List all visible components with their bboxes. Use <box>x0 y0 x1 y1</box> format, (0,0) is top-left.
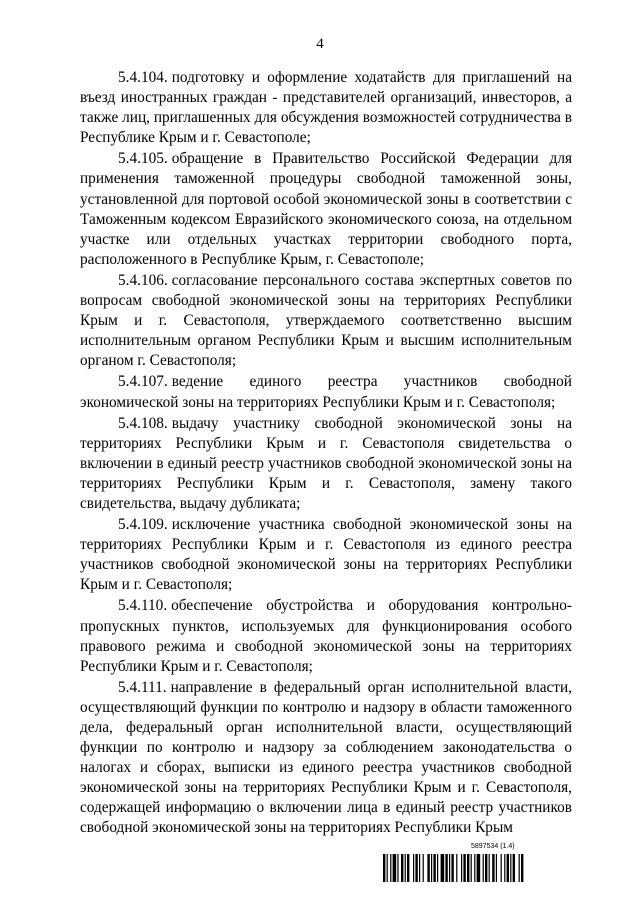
clause-text: исключение участника свободной экономической зоны на территориях Республики Крым и г. Севастополя из единого реестра участников свободной экономической зоны на территориях Республики Крым и г. Севастополя; <box>80 516 572 594</box>
barcode-bars <box>383 854 573 882</box>
paragraph-5-4-108 <box>80 414 572 514</box>
clause-text: ведение единого реестра участников свободной экономической зоны на территориях Республики Крым и г. Севастополя; <box>80 373 572 411</box>
clause-number: 5.4.109. <box>118 516 168 534</box>
clause-number: 5.4.105. <box>118 150 168 168</box>
clause-number: 5.4.111. <box>118 678 167 696</box>
paragraph-5-4-106 <box>80 271 572 371</box>
clause-number: 5.4.108. <box>118 414 168 432</box>
clause-text: обращение в Правительство Российской Федерации для применения таможенной процедуры свободной таможенной зоны, установленной для портовой особой экономической зоны в соответствии с Таможенным кодексом Евразийского экономического союза, на отдельном участке или отдельных участках территории свободного порта, расположенного в Республике Крым, г. Севастополе; <box>80 150 572 268</box>
paragraph-5-4-110 <box>80 596 572 676</box>
paragraph-5-4-111 <box>80 678 572 839</box>
paragraph-5-4-105 <box>80 149 572 270</box>
barcode <box>383 843 573 883</box>
clause-number: 5.4.106. <box>118 271 168 289</box>
clause-text: направление в федеральный орган исполнительной власти, осуществляющий функции по контролю и надзору в области таможенного дела, федеральный орган исполнительной власти, осуществляющий функции по контролю и надзору за соблюдением законодательства о налогах и сборах, выписки из единого реестра участников свободной экономической зоны на территориях Республики Крым и г. Севастополя, содержащей информацию о включении лица в единый реестр участников свободной экономической зоны на территориях Республики Крым <box>80 678 572 837</box>
clause-number: 5.4.107. <box>118 373 168 391</box>
paragraph-5-4-109 <box>80 515 572 595</box>
barcode-code: 5897534 (1.4) <box>471 843 515 850</box>
clause-number: 5.4.110. <box>118 597 168 615</box>
paragraph-5-4-107 <box>80 372 572 412</box>
paragraph-5-4-104 <box>80 68 572 148</box>
clause-text: обеспечение обустройства и оборудования контрольно-пропускных пунктов, используемых для функционирования особого правового режима и свободной экономической зоны на территориях Республики Крым и г. Севастополя; <box>80 597 572 675</box>
clause-text: выдачу участнику свободной экономической зоны на территориях Республики Крым и г. Севастополя свидетельства о включении в единый реестр участников свободной экономической зоны на территориях Республики Крым и г. Севастополя, замену такого свидетельства, выдачу дубликата; <box>80 414 572 512</box>
page-number: 4 <box>316 36 324 52</box>
document-body <box>80 68 572 840</box>
clause-text: согласование персонального состава экспертных советов по вопросам свободной экономической зоны на территориях Республики Крым и г. Севастополя, утверждаемого соответственно высшим исполнительным органом Республики Крым и высшим исполнительным органом г. Севастополя; <box>80 271 572 370</box>
clause-number: 5.4.104. <box>118 69 168 86</box>
clause-text: подготовку и оформление ходатайств для приглашений на въезд иностранных граждан - представителей организаций, инвесторов, а также лиц, приглашенных для обсуждения возможностей сотрудничества в Республике Крым и г. Севастополе; <box>80 69 572 147</box>
